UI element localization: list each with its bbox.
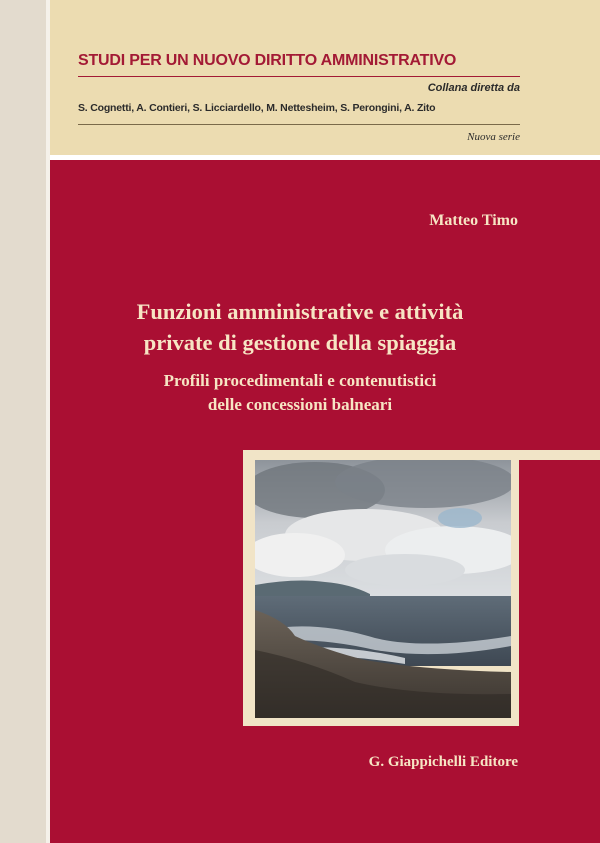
series-title: STUDI PER UN NUOVO DIRITTO AMMINISTRATIVO xyxy=(78,52,457,69)
book-title-line-2: private di gestione della spiaggia xyxy=(143,330,457,355)
book-title xyxy=(60,296,540,358)
header-divider xyxy=(78,76,520,77)
seascape-image xyxy=(255,460,511,718)
series-editors-label: Collana diretta da xyxy=(427,82,520,94)
cover-spine xyxy=(0,0,46,843)
book-subtitle-line-1: Profili procedimentali e contenutistici xyxy=(163,371,437,390)
new-series-label: Nuova serie xyxy=(467,131,520,143)
author-name: Matteo Timo xyxy=(429,212,518,229)
publisher-name: G. Giappichelli Editore xyxy=(368,754,518,770)
book-subtitle xyxy=(60,369,540,417)
series-editors: S. Cognetti, A. Contieri, S. Licciardello, M. Nettesheim, S. Perongini, A. Zito xyxy=(78,102,436,114)
book-title-line-1: Funzioni amministrative e attività xyxy=(136,299,464,324)
cover-photo xyxy=(255,460,511,718)
book-subtitle-line-2: delle concessioni balneari xyxy=(207,395,393,414)
header-divider-lower xyxy=(78,124,520,125)
